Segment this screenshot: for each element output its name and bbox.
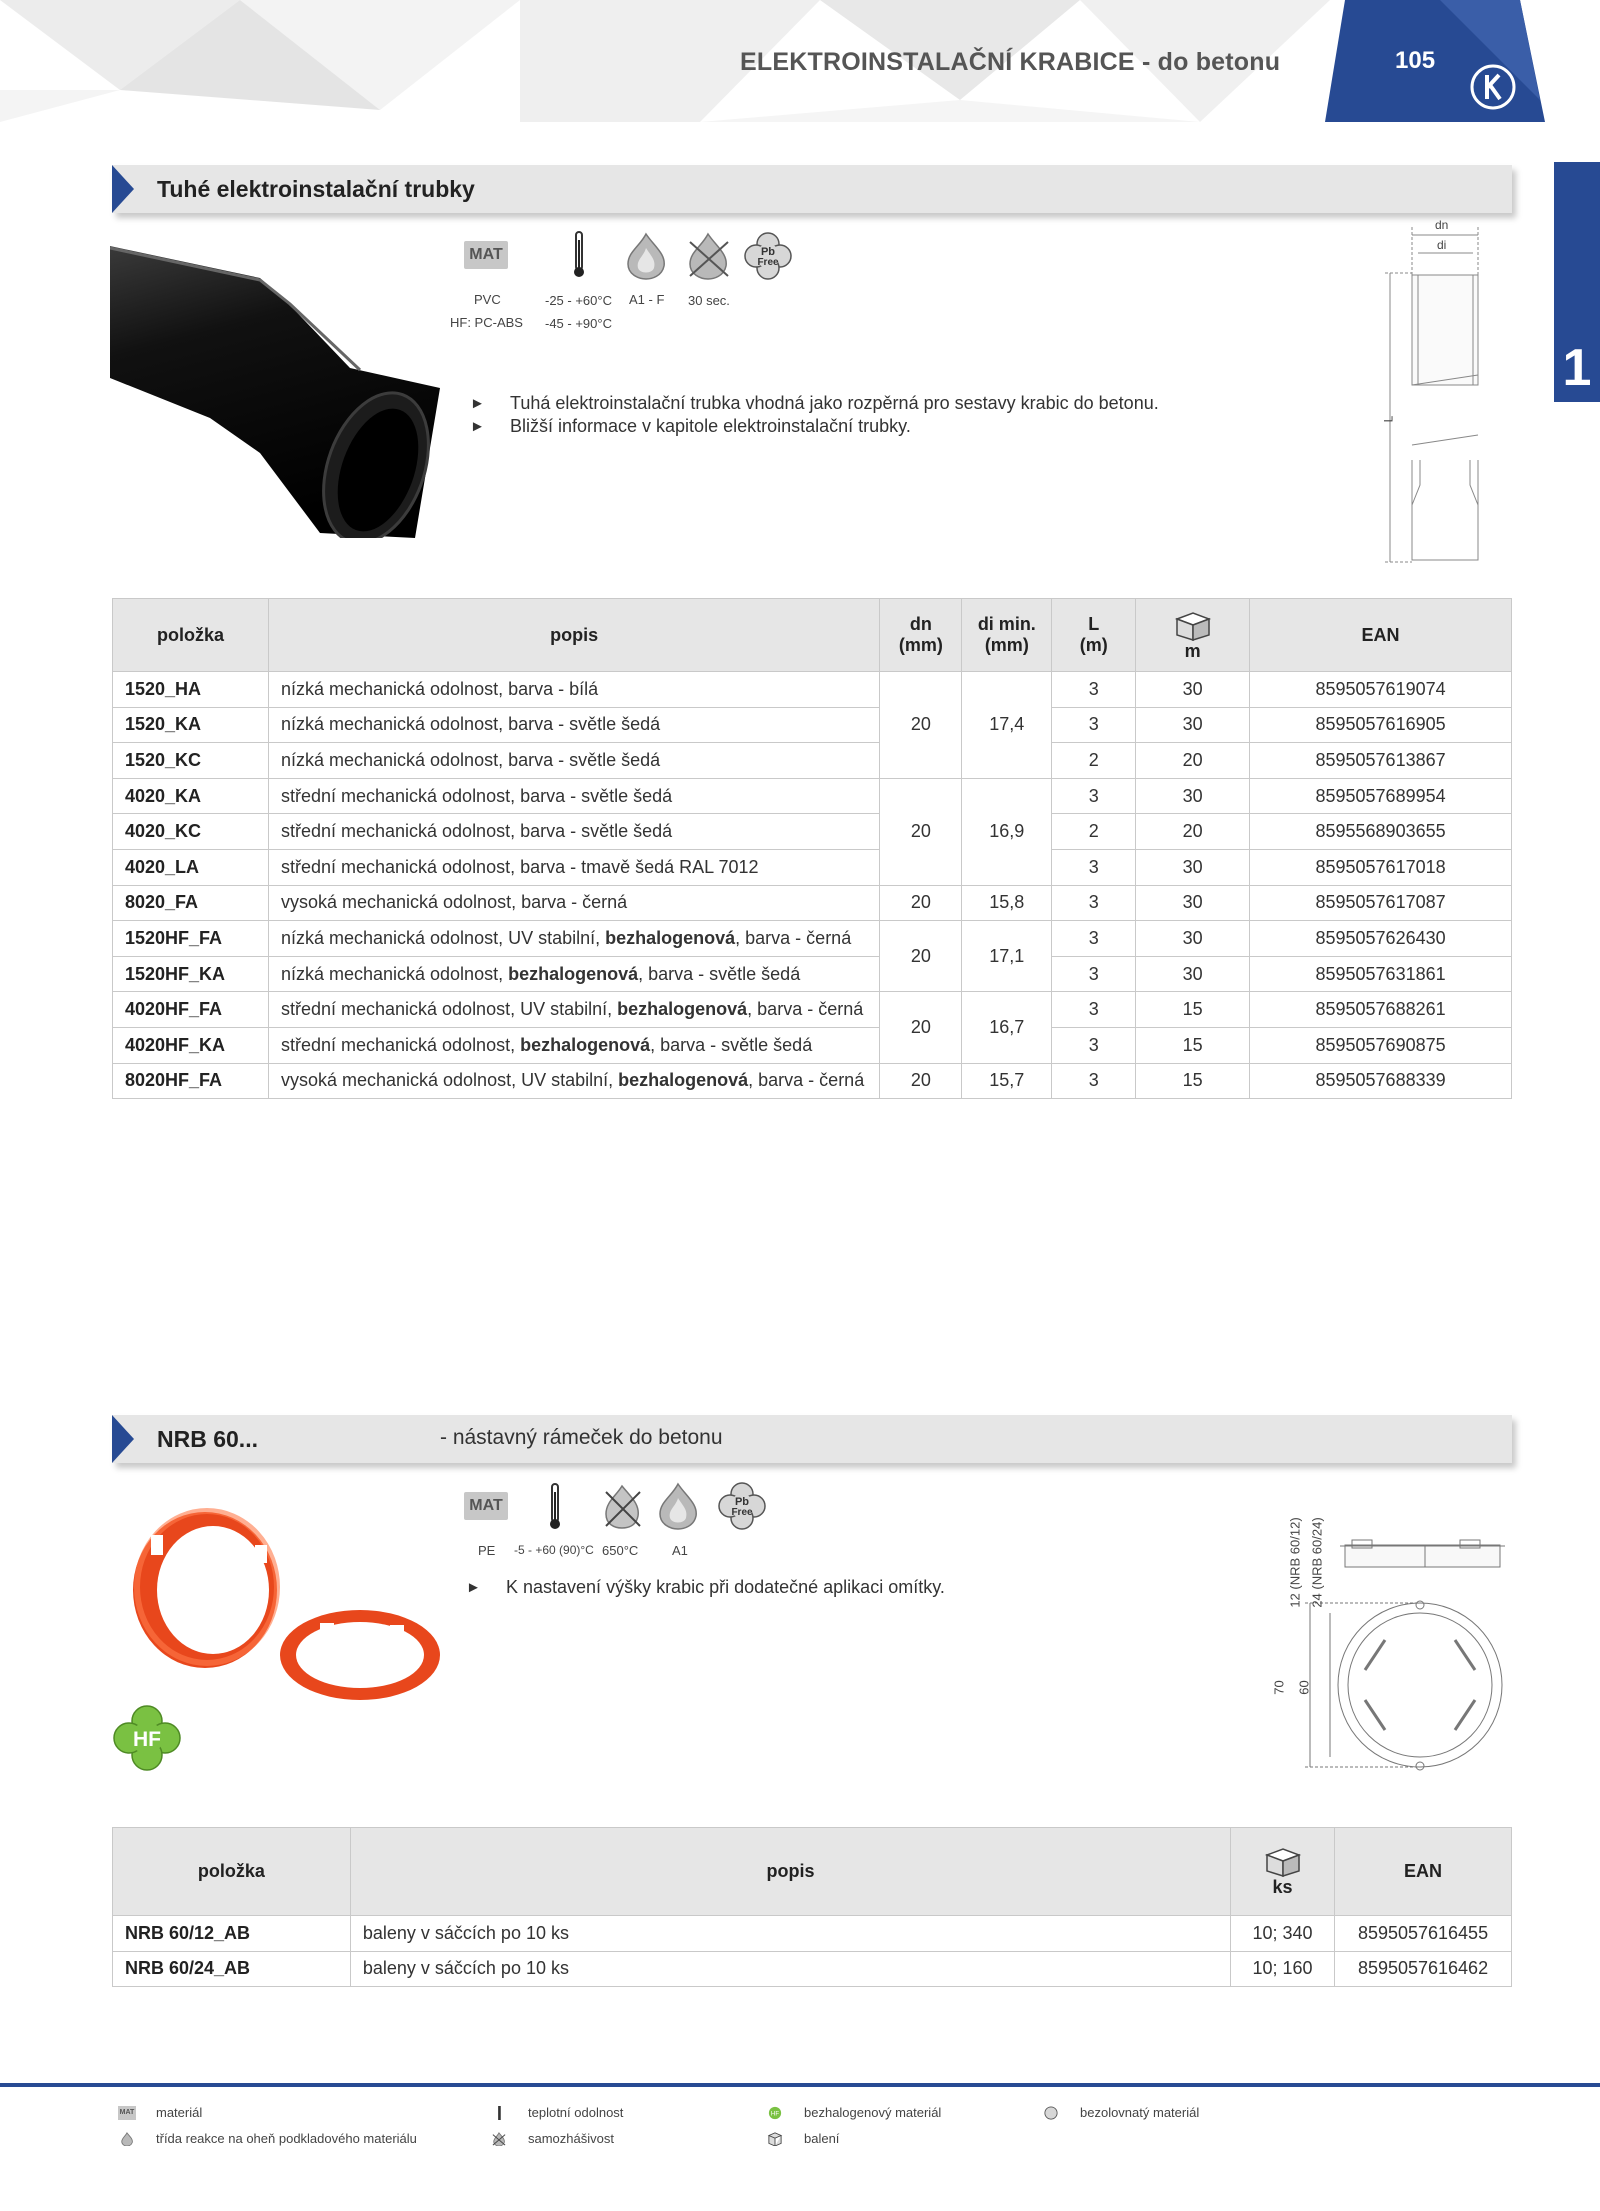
item-pack-qty: 20 <box>1136 743 1250 779</box>
item-description: baleny v sáčcích po 10 ks <box>350 1916 1230 1952</box>
temperature-range-2: -45 - +90°C <box>545 316 612 331</box>
drawing-diameter-70-label: 70 <box>1271 1680 1287 1695</box>
item-di: 15,7 <box>962 1063 1052 1099</box>
rigid-tubes-table <box>112 598 1512 1099</box>
col-header-pack: ks <box>1231 1828 1335 1916</box>
item-description: nízká mechanická odolnost, barva - světle šedá <box>268 743 879 779</box>
page-header-title: ELEKTROINSTALAČNÍ KRABICE - do betonu <box>740 48 1281 76</box>
item-pack-qty: 10; 340 <box>1231 1916 1335 1952</box>
nrb60-table <box>112 1827 1512 1987</box>
table-row <box>113 1951 1512 1987</box>
table-row <box>113 849 1512 885</box>
bullet-item: ► Bližší informace v kapitole elektroinstalační trubky. <box>470 415 1159 438</box>
item-length: 3 <box>1052 956 1136 992</box>
item-ean: 8595057617087 <box>1250 885 1512 921</box>
item-description: vysoká mechanická odolnost, UV stabilní, bezhalogenová, barva - černá <box>268 1063 879 1099</box>
item-description: nízká mechanická odolnost, barva - bílá <box>268 672 879 708</box>
item-code: 4020_KC <box>113 814 269 850</box>
section1-bullets <box>470 392 1159 438</box>
item-pack-qty: 30 <box>1136 707 1250 743</box>
item-description: střední mechanická odolnost, UV stabilní, bezhalogenová, barva - černá <box>268 992 879 1028</box>
legend-package: balení <box>766 2131 839 2146</box>
item-description: nízká mechanická odolnost, bezhalogenová, barva - světle šedá <box>268 956 879 992</box>
flame-reaction-icon <box>624 232 668 280</box>
halogen-free-icon <box>112 1705 182 1771</box>
package-box-icon <box>1171 609 1215 641</box>
bullet-item: ► K nastavení výšky krabic při dodatečné aplikaci omítky. <box>466 1576 945 1599</box>
item-code: NRB 60/24_AB <box>113 1951 351 1987</box>
temperature-range: -5 - +60 (90)°C <box>514 1543 594 1557</box>
item-code: 1520_KC <box>113 743 269 779</box>
thermometer-icon <box>490 2106 508 2120</box>
item-code: 4020HF_KA <box>113 1027 269 1063</box>
legend-lead-free: bezolovnatý materiál <box>1042 2105 1199 2120</box>
item-length: 3 <box>1052 992 1136 1028</box>
rigid-tube-photo <box>110 238 440 538</box>
item-di: 15,8 <box>962 885 1052 921</box>
item-description: střední mechanická odolnost, barva - světle šedá <box>268 814 879 850</box>
section-arrow-icon <box>112 165 134 213</box>
item-description: střední mechanická odolnost, barva - světle šedá <box>268 778 879 814</box>
thermometer-icon <box>546 1482 564 1532</box>
temperature-range-1: -25 - +60°C <box>545 293 612 308</box>
flame-reaction-icon <box>656 1482 700 1530</box>
item-code: 8020_FA <box>113 885 269 921</box>
svg-text:Free: Free <box>731 1507 753 1518</box>
table-row <box>113 1027 1512 1063</box>
item-length: 2 <box>1052 814 1136 850</box>
section-title: NRB 60... <box>157 1426 258 1452</box>
legend-self-extinguishing: samozhášivost <box>490 2131 614 2146</box>
item-ean: 8595057613867 <box>1250 743 1512 779</box>
item-pack-qty: 15 <box>1136 1063 1250 1099</box>
drawing-diameter-60-label: 60 <box>1296 1680 1312 1695</box>
item-description: vysoká mechanická odolnost, barva - černá <box>268 885 879 921</box>
chapter-number: 1 <box>1562 339 1592 397</box>
table-row <box>113 778 1512 814</box>
table-row <box>113 992 1512 1028</box>
drawing-di-label: di <box>1437 238 1447 252</box>
self-extinguishing-icon <box>490 2132 508 2146</box>
item-length: 3 <box>1052 885 1136 921</box>
item-code: 4020_LA <box>113 849 269 885</box>
item-pack-qty: 30 <box>1136 778 1250 814</box>
table-row <box>113 956 1512 992</box>
table-row <box>113 885 1512 921</box>
drawing-l-label: L <box>1381 415 1396 423</box>
drawing-dn-label: dn <box>1435 218 1449 232</box>
item-code: 4020_KA <box>113 778 269 814</box>
item-di: 16,9 <box>962 778 1052 885</box>
table-row <box>113 707 1512 743</box>
svg-text:HF: HF <box>133 1728 161 1751</box>
section-bar-rigid-tubes <box>112 165 1512 213</box>
col-header-desc: popis <box>350 1828 1230 1916</box>
item-ean: 8595057616462 <box>1335 1951 1512 1987</box>
item-dn: 20 <box>880 885 962 921</box>
item-pack-qty: 15 <box>1136 1027 1250 1063</box>
col-header-ean: EAN <box>1335 1828 1512 1916</box>
footer-line <box>0 2083 1600 2087</box>
item-length: 3 <box>1052 707 1136 743</box>
section-arrow-icon <box>112 1415 134 1463</box>
material-icon: MAT <box>464 1492 508 1520</box>
item-ean: 8595057619074 <box>1250 672 1512 708</box>
item-length: 3 <box>1052 672 1136 708</box>
material-icon: MAT <box>464 241 508 269</box>
flame-reaction-icon <box>118 2132 136 2146</box>
material-hf-label: HF: PC-ABS <box>450 315 523 330</box>
nrb60-rings-photo <box>115 1505 455 1705</box>
col-header-item: položka <box>113 1828 351 1916</box>
pb-free-icon <box>1042 2106 1060 2120</box>
svg-text:HF: HF <box>770 2110 780 2118</box>
section2-bullets <box>466 1576 945 1599</box>
section-bar-nrb60 <box>112 1415 1512 1463</box>
item-length: 3 <box>1052 849 1136 885</box>
item-ean: 8595568903655 <box>1250 814 1512 850</box>
svg-text:Pb: Pb <box>734 1496 750 1508</box>
item-length: 3 <box>1052 1063 1136 1099</box>
halogen-free-icon <box>766 2106 784 2120</box>
item-dn: 20 <box>880 778 962 885</box>
pb-free-icon <box>744 232 792 280</box>
item-pack-qty: 30 <box>1136 956 1250 992</box>
item-pack-qty: 30 <box>1136 672 1250 708</box>
col-header-l: L (m) <box>1052 599 1136 672</box>
item-ean: 8595057616905 <box>1250 707 1512 743</box>
col-header-ean: EAN <box>1250 599 1512 672</box>
table-row <box>113 743 1512 779</box>
item-description: baleny v sáčcích po 10 ks <box>350 1951 1230 1987</box>
glow-wire-label: 650°C <box>602 1543 639 1558</box>
legend-fire-reaction: třída reakce na oheň podkladového materiálu <box>118 2131 417 2146</box>
item-code: 1520HF_KA <box>113 956 269 992</box>
item-pack-qty: 30 <box>1136 921 1250 957</box>
col-header-item: položka <box>113 599 269 672</box>
item-dn: 20 <box>880 672 962 779</box>
glow-wire-icon <box>600 1482 644 1530</box>
item-ean: 8595057626430 <box>1250 921 1512 957</box>
item-ean: 8595057631861 <box>1250 956 1512 992</box>
col-header-di: di min. (mm) <box>962 599 1052 672</box>
material-pvc-label: PVC <box>474 292 501 307</box>
item-length: 3 <box>1052 778 1136 814</box>
fire-class-label: A1 - F <box>629 292 665 307</box>
item-dn: 20 <box>880 1063 962 1099</box>
self-extinguishing-label: 30 sec. <box>688 293 730 308</box>
material-icon: MAT <box>118 2106 136 2120</box>
item-ean: 8595057616455 <box>1335 1916 1512 1952</box>
item-code: 1520_HA <box>113 672 269 708</box>
material-pe-label: PE <box>478 1543 496 1558</box>
legend-halogen-free: HF bezhalogenový materiál <box>766 2105 941 2120</box>
item-di: 17,4 <box>962 672 1052 779</box>
item-pack-qty: 20 <box>1136 814 1250 850</box>
item-dn: 20 <box>880 992 962 1063</box>
item-pack-qty: 30 <box>1136 849 1250 885</box>
item-ean: 8595057690875 <box>1250 1027 1512 1063</box>
table-row <box>113 814 1512 850</box>
tube-technical-drawing <box>1375 215 1495 570</box>
svg-text:Free: Free <box>757 257 779 268</box>
package-box-icon <box>766 2132 784 2146</box>
legend-temperature: teplotní odolnost <box>490 2105 623 2120</box>
section-subtitle: - nástavný rámeček do betonu <box>440 1426 723 1449</box>
package-box-icon <box>1261 1845 1305 1877</box>
fire-class-label: A1 <box>672 1543 688 1558</box>
item-pack-qty: 30 <box>1136 885 1250 921</box>
item-code: 4020HF_FA <box>113 992 269 1028</box>
chapter-tab <box>1554 162 1600 402</box>
item-length: 3 <box>1052 921 1136 957</box>
col-header-dn: dn (mm) <box>880 599 962 672</box>
item-ean: 8595057617018 <box>1250 849 1512 885</box>
table-row <box>113 1063 1512 1099</box>
item-ean: 8595057688339 <box>1250 1063 1512 1099</box>
legend-material: MAT materiál <box>119 2105 203 2120</box>
item-description: střední mechanická odolnost, bezhalogenová, barva - světle šedá <box>268 1027 879 1063</box>
drawing-height-12-label: 12 (NRB 60/12) <box>1287 1517 1303 1608</box>
table-row <box>113 1916 1512 1952</box>
svg-text:Pb: Pb <box>760 246 776 258</box>
item-length: 2 <box>1052 743 1136 779</box>
item-description: střední mechanická odolnost, barva - tmavě šedá RAL 7012 <box>268 849 879 885</box>
item-ean: 8595057688261 <box>1250 992 1512 1028</box>
thermometer-icon <box>570 230 588 280</box>
item-code: 1520_KA <box>113 707 269 743</box>
item-dn: 20 <box>880 921 962 992</box>
item-di: 16,7 <box>962 992 1052 1063</box>
self-extinguishing-icon <box>686 232 732 280</box>
bullet-item: ► Tuhá elektroinstalační trubka vhodná jako rozpěrná pro sestavy krabic do betonu. <box>470 392 1159 415</box>
brand-logo-icon <box>1468 62 1518 112</box>
drawing-height-24-label: 24 (NRB 60/24) <box>1309 1517 1325 1608</box>
col-header-pack: m <box>1136 599 1250 672</box>
item-code: 8020HF_FA <box>113 1063 269 1099</box>
table-row <box>113 921 1512 957</box>
item-description: nízká mechanická odolnost, barva - světle šedá <box>268 707 879 743</box>
item-code: 1520HF_FA <box>113 921 269 957</box>
nrb60-technical-drawing <box>1270 1500 1520 1780</box>
page-number: 105 <box>1395 47 1436 74</box>
col-header-desc: popis <box>268 599 879 672</box>
table-row <box>113 672 1512 708</box>
item-ean: 8595057689954 <box>1250 778 1512 814</box>
item-code: NRB 60/12_AB <box>113 1916 351 1952</box>
item-length: 3 <box>1052 1027 1136 1063</box>
item-pack-qty: 10; 160 <box>1231 1951 1335 1987</box>
item-pack-qty: 15 <box>1136 992 1250 1028</box>
section-title: Tuhé elektroinstalační trubky <box>157 176 475 202</box>
item-description: nízká mechanická odolnost, UV stabilní, bezhalogenová, barva - černá <box>268 921 879 957</box>
pb-free-icon <box>718 1482 766 1530</box>
item-di: 17,1 <box>962 921 1052 992</box>
